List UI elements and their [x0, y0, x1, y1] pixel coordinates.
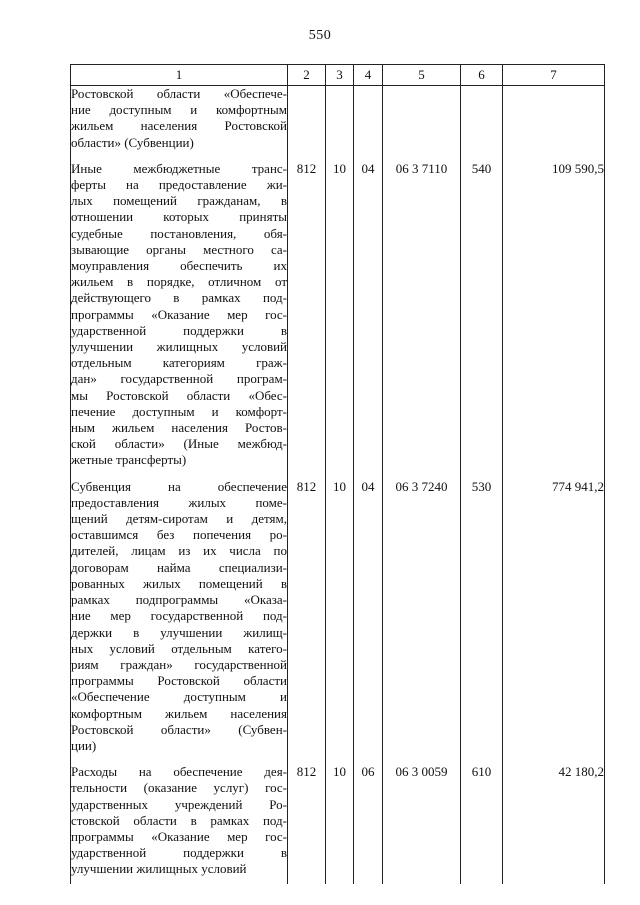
- expense-type-code: [461, 86, 503, 157]
- ministry-code: 812: [288, 157, 326, 475]
- description-line: Ростовской области «Обеспече-: [71, 86, 287, 101]
- description-line: тельности (оказание услуг) гос-: [71, 780, 287, 796]
- section-code: 10: [326, 475, 354, 760]
- description-line: ударственной поддержки в: [71, 322, 287, 338]
- section-code: [326, 86, 354, 157]
- subsection-code: [354, 86, 383, 157]
- expense-description: [71, 86, 288, 157]
- column-header-3: 3: [326, 65, 354, 86]
- column-header-4: 4: [354, 65, 383, 86]
- column-header-6: 6: [461, 65, 503, 86]
- description-line: жильем в порядке, отличном от: [71, 274, 287, 290]
- description-line: программы Ростовской области: [71, 673, 287, 689]
- description-line: отдельным категориям граж-: [71, 355, 287, 371]
- target-article-code: 06 3 7110: [383, 157, 461, 475]
- table-body: [71, 86, 605, 884]
- column-header-7: 7: [503, 65, 605, 86]
- description-line: рованных жилых помещений в: [71, 575, 287, 591]
- column-header-2: 2: [288, 65, 326, 86]
- budget-table: [70, 64, 605, 884]
- table-row: [71, 475, 605, 760]
- subsection-code: 04: [354, 475, 383, 760]
- description-line: зывающие органы местного са-: [71, 241, 287, 257]
- description-line: судебные постановления, обя-: [71, 225, 287, 241]
- ministry-code: [288, 86, 326, 157]
- expense-description: [71, 157, 288, 475]
- header-row: [71, 65, 605, 86]
- description-line: ской области» (Иные межбюд-: [71, 436, 287, 452]
- description-line: улучшении жилищных условий: [71, 339, 287, 355]
- description-line: ние доступным и комфортным: [71, 102, 287, 118]
- amount-value: [503, 86, 605, 157]
- description-line: риям граждан» государственной: [71, 656, 287, 672]
- description-line: Иные межбюджетные транс-: [71, 160, 287, 176]
- description-line: Субвенция на обеспечение: [71, 478, 287, 494]
- description-line: ным жильем населения Ростов-: [71, 420, 287, 436]
- description-line: действующего в рамках под-: [71, 290, 287, 306]
- column-header-1: 1: [71, 65, 288, 86]
- description-line: моуправления обеспечить их: [71, 258, 287, 274]
- subsection-code: 06: [354, 760, 383, 883]
- description-line: «Обеспечение доступным и: [71, 689, 287, 705]
- page-number: 550: [308, 28, 332, 43]
- description-line: рамках подпрограммы «Оказа-: [71, 592, 287, 608]
- description-line: программы «Оказание мер гос-: [71, 306, 287, 322]
- description-line: дителей, лицам из их числа по: [71, 543, 287, 559]
- expense-description: [71, 475, 288, 760]
- description-line: договорам найма специализи-: [71, 559, 287, 575]
- amount-value: 774 941,2: [503, 475, 605, 760]
- amount-value: 109 590,5: [503, 157, 605, 475]
- description-line: Ростовской области» (Субвен-: [71, 721, 287, 737]
- description-line: мы Ростовской области «Обес-: [71, 387, 287, 403]
- column-header-5: 5: [383, 65, 461, 86]
- description-line: жетные трансферты): [71, 452, 187, 468]
- description-line: оставшимся без попечения ро-: [71, 527, 287, 543]
- description-line: лых помещений гражданам, в: [71, 193, 287, 209]
- description-line: стовской области в рамках под-: [71, 812, 287, 828]
- description-line: ударственной поддержки в: [71, 845, 287, 861]
- description-line: программы «Оказание мер гос-: [71, 828, 287, 844]
- expense-type-code: 610: [461, 760, 503, 883]
- description-line: области» (Субвенции): [71, 134, 194, 150]
- description-line: Расходы на обеспечение дея-: [71, 764, 287, 780]
- description-line: жильем населения Ростовской: [71, 118, 287, 134]
- amount-value: 42 180,2: [503, 760, 605, 883]
- target-article-code: 06 3 7240: [383, 475, 461, 760]
- description-line: комфортным жильем населения: [71, 705, 287, 721]
- table-header: [71, 65, 605, 86]
- section-code: 10: [326, 760, 354, 883]
- ministry-code: 812: [288, 475, 326, 760]
- expense-type-code: 530: [461, 475, 503, 760]
- expense-type-code: 540: [461, 157, 503, 475]
- table-row: [71, 760, 605, 883]
- description-line: печение доступным и комфорт-: [71, 403, 287, 419]
- description-line: ударственных учреждений Ро-: [71, 796, 287, 812]
- description-line: ние мер государственной под-: [71, 608, 287, 624]
- description-line: отношении которых приняты: [71, 209, 287, 225]
- table-row: [71, 86, 605, 157]
- description-line: держки в улучшении жилищ-: [71, 624, 287, 640]
- description-line: дан» государственной програм-: [71, 371, 287, 387]
- description-line: ферты на предоставление жи-: [71, 177, 287, 193]
- table-row: [71, 157, 605, 475]
- description-line: улучшении жилищных условий: [71, 861, 247, 877]
- target-article-code: [383, 86, 461, 157]
- section-code: 10: [326, 157, 354, 475]
- description-line: ных условий отдельным катего-: [71, 640, 287, 656]
- description-line: предоставления жилых поме-: [71, 494, 287, 510]
- ministry-code: 812: [288, 760, 326, 883]
- description-line: щений детям-сиротам и детям,: [71, 511, 287, 527]
- subsection-code: 04: [354, 157, 383, 475]
- target-article-code: 06 3 0059: [383, 760, 461, 883]
- expense-description: [71, 760, 288, 883]
- description-line: ции): [71, 737, 97, 753]
